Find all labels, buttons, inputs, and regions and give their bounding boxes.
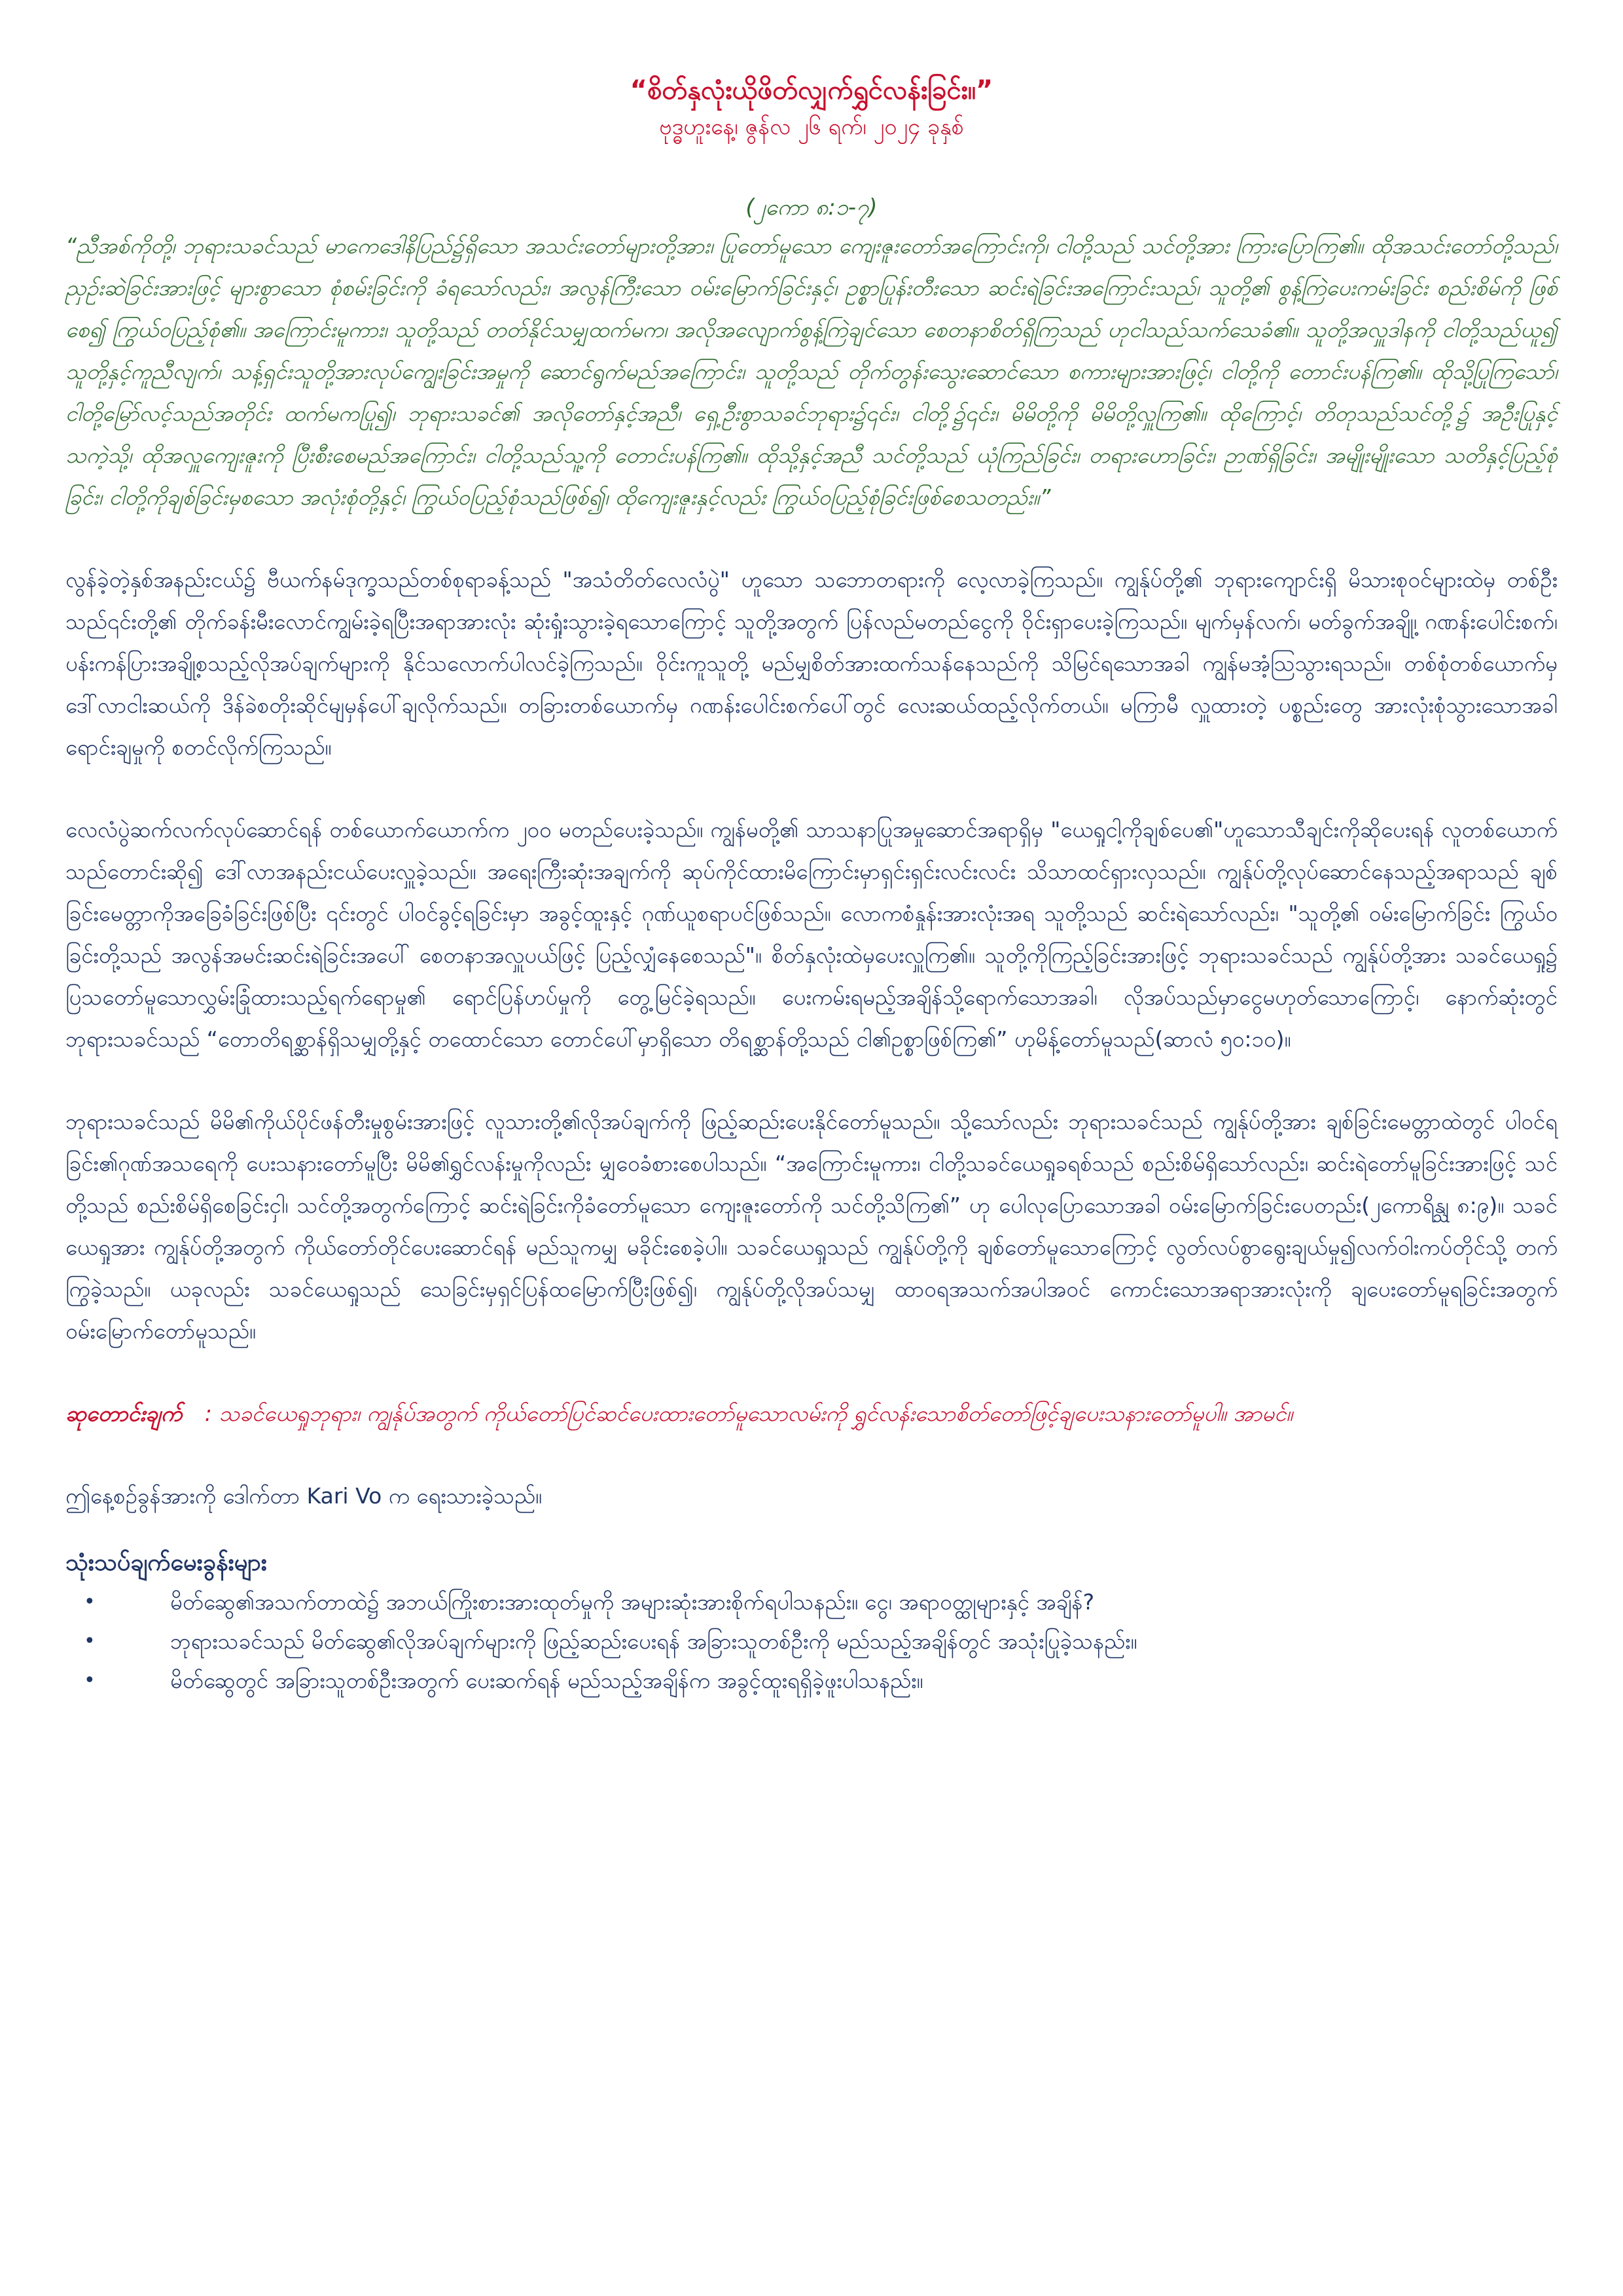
prayer-label: ဆုတောင်းချက် bbox=[65, 1401, 183, 1426]
prayer bbox=[65, 1393, 1558, 1435]
questions-list bbox=[65, 1583, 1558, 1700]
devotional-date: ဗုဒ္ဓဟူးနေ့၊ ဇွန်လ ၂၆ ရက်၊ ၂၀၂၄ ခုနှစ် bbox=[659, 114, 964, 140]
devotional-title: “စိတ်နှလုံးယိုဖိတ်လျှက်ရွှင်လန်းခြင်း။” bbox=[630, 75, 993, 105]
scripture-reference: (၂ကော ၈:၁-၇) bbox=[745, 194, 878, 221]
bullet-icon: • bbox=[84, 1590, 96, 1613]
list-item bbox=[65, 1583, 1558, 1622]
scripture-text: “ညီအစ်ကိုတို့၊ ဘုရားသခင်သည် မာကေဒေါနိပြည်၌ရှိသော အသင်းတော်များတို့အား၊ ပြုတော်မူသော ကျေးဇူးတော်အကြောင်းကို၊ ငါတို့သည် သင်တို့အား ကြားပြောကြ၏။ ထိုအသင်းတော်တို့သည်၊ ညှဉ်းဆဲခြင်းအားဖြင့် များစွာသော စုံစမ်းခြင်းကို ခံရသော်လည်း၊ အလွန်ကြီးသော ဝမ်းမြောက်ခြင်းနှင့်၊ ဥစ္စာပြုန်းတီးသော ဆင်းရဲခြင်းအကြောင်းသည်၊ သူတို့၏ စွန့်ကြဲပေးကမ်းခြင်း စည်းစိမ်ကို ဖြစ်စေ၍ ကြွယ်ဝပြည့်စုံ၏။ အကြောင်းမူကား၊ သူတို့သည် တတ်နိုင်သမျှထက်မက၊ အလိုအလျောက်စွန့်ကြဲချင်သော စေတနာစိတ်ရှိကြသည် ဟုငါသည်သက်သေခံ၏။ သူတို့အလှူဒါနကို ငါတို့သည်ယူ၍ သူတို့နှင့်ကူညီလျက်၊ သန့်ရှင်းသူတို့အားလုပ်ကျွေးခြင်းအမှုကို ဆောင်ရွက်မည်အကြောင်း၊ သူတို့သည် တိုက်တွန်းသွေးဆောင်သော စကားများအားဖြင့်၊ ငါတို့ကို တောင်းပန်ကြ၏။ ထိုသို့ပြုကြသော်၊ ငါတို့မြော်လင့်သည်အတိုင်း ထက်မကပြု၍၊ ဘုရားသခင်၏ အလိုတော်နှင့်အညီ၊ ရှေ့ဦးစွာသခင်ဘုရား၌၎င်း၊ ငါတို့၌၎င်း၊ မိမိတို့ကို မိမိတို့လှူကြ၏။ ထိုကြောင့်၊ တိတုသည်သင်တို့၌ အဦးပြုနှင့်သကဲ့သို့၊ ထိုအလှူကျေးဇူးကို ပြီးစီးစေမည်အကြောင်း၊ ငါတို့သည်သူ့ကို တောင်းပန်ကြ၏။ ထိုသို့နှင့်အညီ သင်တို့သည် ယုံကြည်ခြင်း၊ တရားဟောခြင်း၊ ဉာဏ်ရှိခြင်း၊ အမျိုးမျိုးသော သတိနှင့်ပြည့်စုံခြင်း၊ ငါတို့ကိုချစ်ခြင်းမှစသော အလုံးစုံတို့နှင့်၊ ကြွယ်ဝပြည့်စုံသည်ဖြစ်၍၊ ထိုကျေးဇူးနှင့်လည်း ကြွယ်ဝပြည့်စုံခြင်းဖြစ်စေသတည်း။” bbox=[65, 233, 1558, 510]
questions-heading: သုံးသပ်ချက်မေးခွန်းများ bbox=[65, 1549, 267, 1576]
list-item bbox=[65, 1622, 1558, 1661]
bullet-icon: • bbox=[84, 1669, 96, 1692]
question-text: မိတ်ဆွေတွင် အခြားသူတစ်ဦးအတွက် ပေးဆက်ရန် မည်သည့်အချိန်က အခွင့်ထူးရရှိခဲ့ဖူးပါသနည်း။ bbox=[170, 1668, 923, 1693]
body-paragraph-2: လေလံပွဲဆက်လက်လုပ်ဆောင်ရန် တစ်ယောက်ယောက်က ၂၀၀ မတည်ပေးခဲ့သည်။ ကျွန်မတို့၏ သာသနာပြုအမှုဆောင်အရာရှိမှ "ယေရှုငါ့ကိုချစ်ပေ၏"ဟူသောသီချင်းကိုဆိုပေးရန် လူတစ်ယောက်သည်တောင်းဆို၍ ဒေါ်လာအနည်းငယ်ပေးလှူခဲ့သည်။ အရေးကြီးဆုံးအချက်ကို ဆုပ်ကိုင်ထားမိကြောင်းမှာရှင်းရှင်းလင်းလင်း သိသာထင်ရှားလှသည်။ ကျွန်ုပ်တို့လုပ်ဆောင်နေသည့်အရာသည် ချစ်ခြင်းမေတ္တာကိုအခြေခံခြင်းဖြစ်ပြီး ၎င်းတွင် ပါဝင်ခွင့်ရခြင်းမှာ အခွင့်ထူးနှင့် ဂုဏ်ယူစရာပင်ဖြစ်သည်။ လောကစံနှုန်းအားလုံးအရ သူတို့သည် ဆင်းရဲသော်လည်း၊ "သူတို့၏ ဝမ်းမြောက်ခြင်း ကြွယ်ဝခြင်းတို့သည် အလွန်အမင်းဆင်းရဲခြင်းအပေါ် စေတနာအလှူပယ်ဖြင့် ပြည့်လျှံနေစေသည်"။ စိတ်နှလုံးထဲမှပေးလှူကြ၏။ သူတို့ကိုကြည့်ခြင်းအားဖြင့် ဘုရားသခင်သည် ကျွန်ုပ်တို့အား သခင်ယေရှု၌ ပြသတော်မူသောလွှမ်းခြုံထားသည့်ရက်ရောမှု၏ ရောင်ပြန်ဟပ်မှုကို တွေ့မြင်ခဲ့ရသည်။ ပေးကမ်းရမည့်အချိန်သို့ရောက်သောအခါ၊ လိုအပ်သည်မှာငွေမဟုတ်သောကြောင့်၊ နောက်ဆုံးတွင် ဘုရားသခင်သည် “တောတိရစ္ဆာန်ရှိသမျှတို့နှင့် တထောင်သော တောင်ပေါ်မှာရှိသော တိရစ္ဆာန်တို့သည် ငါ၏ဥစ္စာဖြစ်ကြ၏” ဟုမိန့်တော်မူသည်(ဆာလံ ၅၀:၁၀)။ bbox=[65, 817, 1558, 1052]
prayer-text: သခင်ယေရှုဘုရား၊ ကျွန်ုပ်အတွက် ကိုယ်တော်ပြင်ဆင်ပေးထားတော်မူသောလမ်းကို ရွှင်လန်းသောစိတ်တော်ဖြင့်ချပေးသနားတော်မူပါ။ အာမင်။ bbox=[219, 1401, 1293, 1426]
prayer-separator: : bbox=[204, 1401, 212, 1426]
body-paragraph-1: လွန်ခဲ့တဲ့နှစ်အနည်းငယ်၌ ဗီယက်နမ်ဒုက္ခသည်တစ်စုရာခန့်သည် "အသံတိတ်လေလံပွဲ" ဟူသော သဘောတရားကို လေ့လာခဲ့ကြသည်။ ကျွန်ုပ်တို့၏ ဘုရားကျောင်းရှိ မိသားစုဝင်များထဲမှ တစ်ဦးသည်၎င်းတို့၏ တိုက်ခန်းမီးလောင်ကျွမ်းခဲ့ရပြီးအရာအားလုံး ဆုံးရှုံးသွားခဲ့ရသောကြောင့် သူတို့အတွက် ပြန်လည်မတည်ငွေကို ဝိုင်းရှာပေးခဲ့ကြသည်။ မျက်မှန်လက်၊ မတ်ခွက်အချို့၊ ဂဏန်းပေါင်းစက်၊ ပန်းကန်ပြားအချို့စသည့်လိုအပ်ချက်များကို နိုင်သလောက်ပါလင်ခဲ့ကြသည်။ ဝိုင်းကူသူတို့ မည်မျှစိတ်အားထက်သန်နေသည်ကို သိမြင်ရသောအခါ ကျွန်မအံ့သြသွားရသည်။ တစ်စုံတစ်ယောက်မှ ဒေါ်လာငါးဆယ်ကို ဒိန်ခဲစတိုးဆိုင်မျမှန်ပေါ်ချလိုက်သည်။ တခြားတစ်ယောက်မှ ဂဏန်းပေါင်းစက်ပေါ်တွင် လေးဆယ်ထည့်လိုက်တယ်။ မကြာမီ လှူထားတဲ့ ပစ္စည်းတွေ အားလုံးစုံသွားသောအခါ ရောင်းချမှုကို စတင်လိုက်ကြသည်။ bbox=[65, 567, 1558, 760]
list-item bbox=[65, 1661, 1558, 1700]
author-note: ဤနေ့စဉ်ခွန်အားကို ဒေါက်တာ Kari Vo က ရေးသားခဲ့သည်။ bbox=[65, 1483, 543, 1509]
question-text: ဘုရားသခင်သည် မိတ်ဆွေ၏လိုအပ်ချက်များကို ဖြည့်ဆည်းပေးရန် အခြားသူတစ်ဦးကို မည်သည့်အချိန်တွင် အသုံးပြုခဲ့သနည်း။ bbox=[170, 1628, 1137, 1654]
bullet-icon: • bbox=[84, 1630, 96, 1653]
body-paragraph-3: ဘုရားသခင်သည် မိမိ၏ကိုယ်ပိုင်ဖန်တီးမှုစွမ်းအားဖြင့် လူသားတို့၏လိုအပ်ချက်ကို ဖြည့်ဆည်းပေးနိုင်တော်မူသည်။ သို့သော်လည်း ဘုရားသခင်သည် ကျွန်ုပ်တို့အား ချစ်ခြင်းမေတ္တာထဲတွင် ပါဝင်ရခြင်း၏ဂုဏ်အသရေကို ပေးသနားတော်မူပြီး မိမိ၏ရွှင်လန်းမှုကိုလည်း မျှဝေခံစားစေပါသည်။ “အကြောင်းမူကား၊ ငါတို့သခင်ယေရှုခရစ်သည် စည်းစိမ်ရှိသော်လည်း၊ ဆင်းရဲတော်မူခြင်းအားဖြင့် သင်တို့သည် စည်းစိမ်ရှိစေခြင်းငှါ၊ သင်တို့အတွက်ကြောင့် ဆင်းရဲခြင်းကိုခံတော်မူသော ကျေးဇူးတော်ကို သင်တို့သိကြ၏” ဟု ပေါလုပြောသောအခါ ဝမ်းမြောက်ခြင်းပေတည်း(၂ကောရိန္သု ၈:၉)။ သခင်ယေရှုအား ကျွန်ုပ်တို့အတွက် ကိုယ်တော်တိုင်ပေးဆောင်ရန် မည်သူကမျှ မခိုင်းစေခဲ့ပါ။ သခင်ယေရှုသည် ကျွန်ုပ်တို့ကို ချစ်တော်မူသောကြောင့် လွတ်လပ်စွာရွေးချယ်မှု၍လက်ဝါးကပ်တိုင်သို့ တက်ကြွခဲ့သည်။ ယခုလည်း သခင်ယေရှုသည် သေခြင်းမှရှင်ပြန်ထမြောက်ပြီးဖြစ်၍၊ ကျွန်ုပ်တို့လိုအပ်သမျှ ထာဝရအသက်အပါအဝင် ကောင်းသောအရာအားလုံးကို ချပေးတော်မူရခြင်းအတွက် ဝမ်းမြောက်တော်မူသည်။ bbox=[65, 1109, 1558, 1344]
question-text: မိတ်ဆွေ၏အသက်တာထဲ၌ အဘယ်ကြိုးစားအားထုတ်မှုကို အများဆုံးအားစိုက်ရပါသနည်း။ ငွေ၊ အရာဝတ္ထုများနှင့် အချိန်? bbox=[170, 1589, 1095, 1615]
devotional-page bbox=[65, 65, 1558, 1700]
